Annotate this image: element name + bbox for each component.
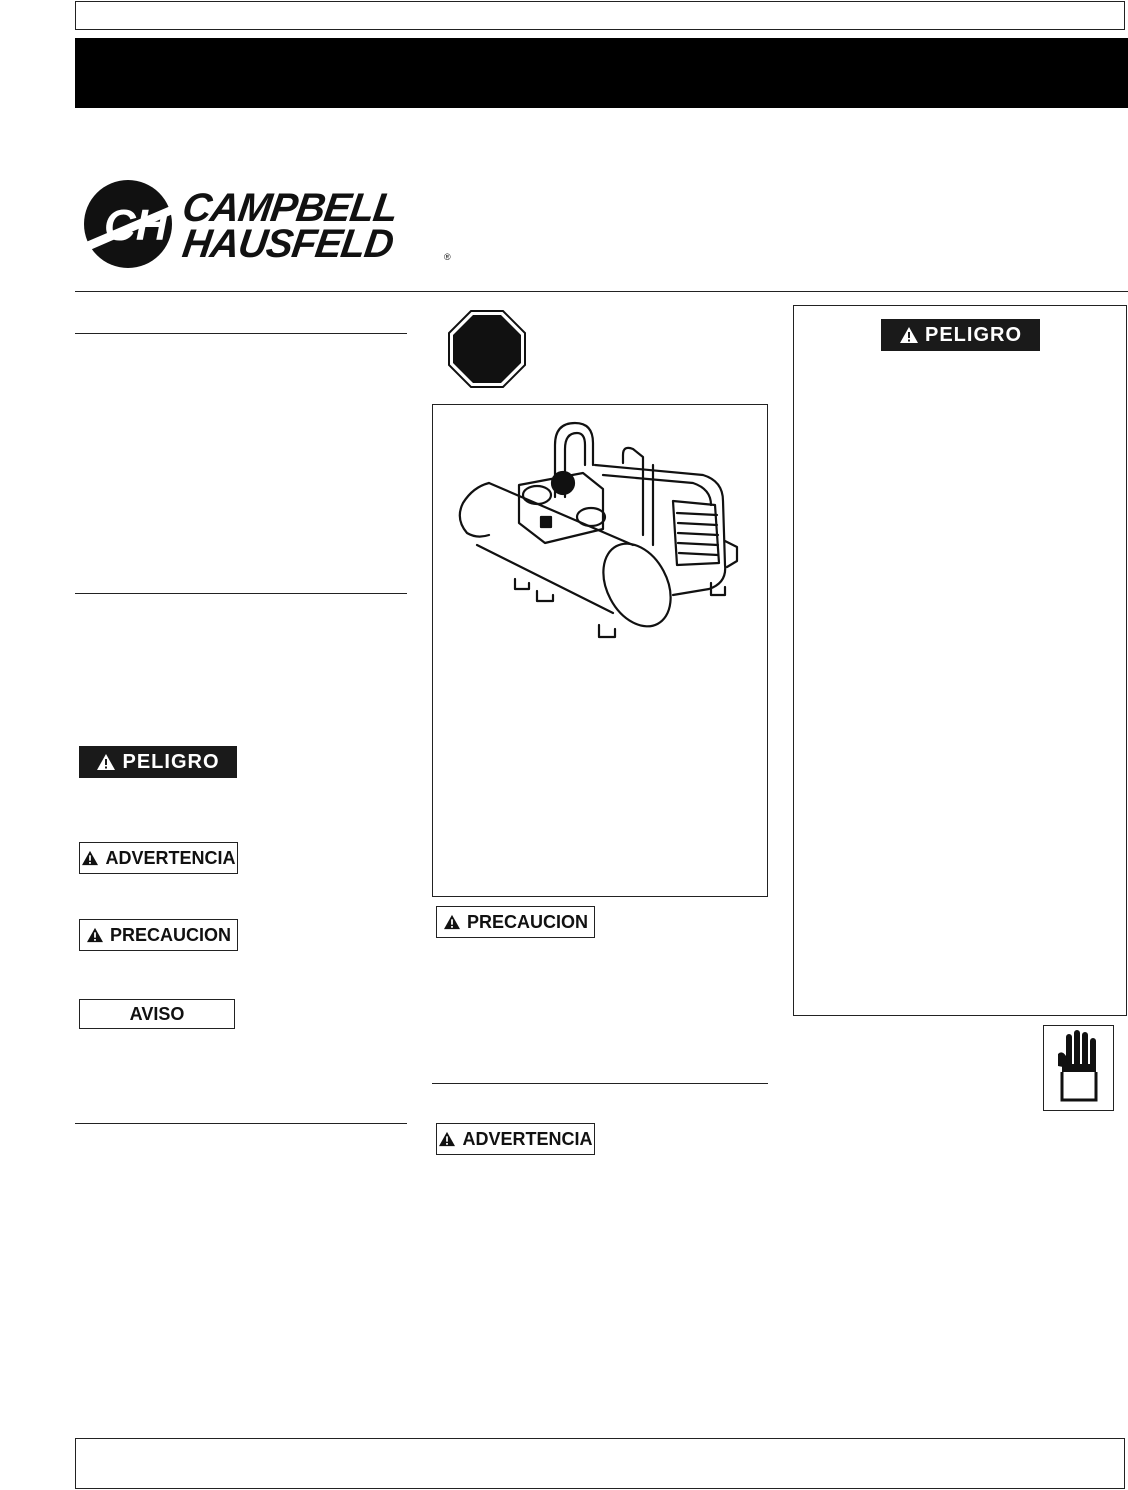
- precaucion-badge: [79, 919, 238, 951]
- left-col-rule-3: [75, 1123, 407, 1124]
- warning-triangle-icon: [86, 927, 104, 943]
- aviso-badge: [79, 999, 235, 1029]
- precaucion-badge-mid: [436, 906, 595, 938]
- precaucion-label-mid: PRECAUCION: [466, 911, 588, 932]
- air-compressor-illustration: [433, 405, 766, 895]
- brand-name-line2: HAUSFELD: [179, 222, 396, 266]
- peligro-label-right: PELIGRO: [924, 323, 1022, 346]
- peligro-badge: [79, 746, 237, 778]
- danger-panel: [793, 305, 1127, 1016]
- header-divider: [75, 291, 1128, 292]
- footer-frame: [75, 1438, 1125, 1489]
- advertencia-badge: [79, 842, 238, 874]
- product-image-frame: [432, 404, 768, 897]
- stop-sign-icon: [447, 309, 527, 389]
- advertencia-label-mid: ADVERTENCIA: [462, 1128, 593, 1149]
- registered-mark: ®: [444, 252, 451, 262]
- peligro-badge-right: [881, 319, 1040, 351]
- brand-logo: [82, 176, 182, 272]
- glove-icon-box: [1043, 1025, 1114, 1111]
- left-col-rule-1: [75, 333, 407, 334]
- advertencia-label: ADVERTENCIA: [105, 847, 236, 868]
- title-bar: [75, 38, 1128, 108]
- advertencia-badge-mid: [436, 1123, 595, 1155]
- header-frame: [75, 1, 1125, 30]
- logo-monogram: CH: [104, 201, 168, 250]
- warning-triangle-icon: [438, 1131, 456, 1147]
- glove-icon: [1044, 1026, 1112, 1109]
- ch-monogram-icon: [82, 176, 182, 272]
- warning-triangle-icon: [96, 753, 116, 771]
- aviso-label: AVISO: [129, 1003, 185, 1024]
- left-col-rule-2: [75, 593, 407, 594]
- precaucion-label: PRECAUCION: [109, 924, 231, 945]
- brand-name-line1: CAMPBELL: [179, 186, 401, 230]
- peligro-label: PELIGRO: [122, 750, 220, 773]
- mid-col-rule: [432, 1083, 768, 1084]
- warning-triangle-icon: [899, 326, 919, 344]
- warning-triangle-icon: [443, 914, 461, 930]
- warning-triangle-icon: [81, 850, 99, 866]
